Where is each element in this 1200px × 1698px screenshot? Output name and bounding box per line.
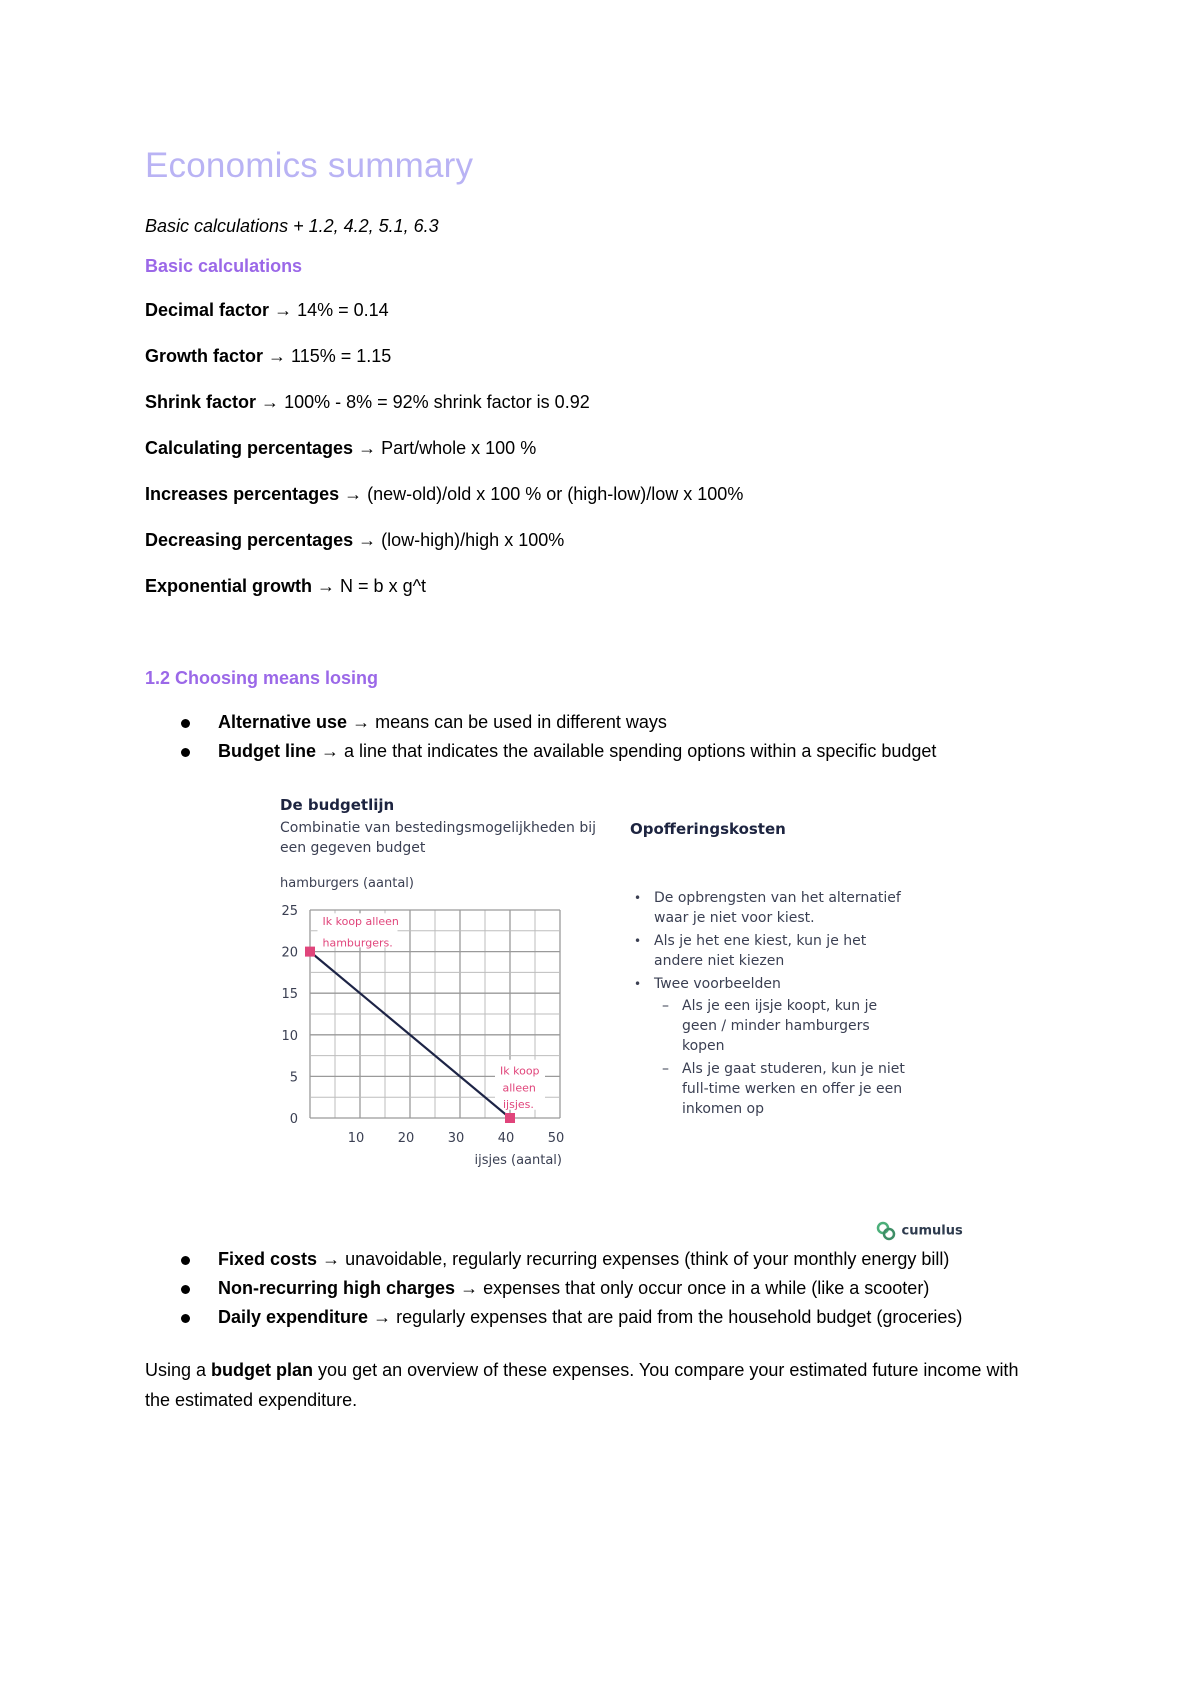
slide-sub-bullet: – Als je een ijsje koopt, kun je geen / minder hamburgers kopen xyxy=(654,996,912,1056)
cumulus-logo-icon xyxy=(875,1220,897,1242)
bullet-icon xyxy=(181,1256,190,1265)
page-title: Economics summary xyxy=(145,146,474,185)
bullet-term: Non-recurring high charges xyxy=(218,1278,456,1298)
bullet-icon xyxy=(181,719,190,728)
bullet-text: means can be used in different ways xyxy=(375,712,667,732)
para-bold: budget plan xyxy=(211,1360,314,1380)
page-subtitle: Basic calculations + 1.2, 4.2, 5.1, 6.3 xyxy=(145,216,439,236)
arrow-icon: → xyxy=(261,392,280,412)
arrow-icon: → xyxy=(373,1307,392,1327)
basic-item xyxy=(145,300,389,321)
annotation-ijsjes: ijsjes. xyxy=(503,1098,534,1112)
arrow-icon: → xyxy=(358,438,377,458)
y-tick-label: 10 xyxy=(281,1028,298,1044)
x-tick-label: 50 xyxy=(547,1131,565,1146)
y-tick-label: 15 xyxy=(281,987,298,1003)
basic-term: Growth factor xyxy=(145,346,264,366)
slide-title: De budgetlijn xyxy=(280,796,395,814)
budget-line-slide xyxy=(270,780,990,1240)
bullet-icon xyxy=(181,1285,190,1294)
annotation-ijsjes: Ik koop xyxy=(500,1064,540,1078)
bullet-icon xyxy=(181,1314,190,1323)
basic-text: N = b x g^t xyxy=(340,576,427,596)
para-text: you get an overview of these expenses. You compare your estimated future income with the estimated expenditure. xyxy=(145,1360,1019,1410)
basic-text: (low-high)/high x 100% xyxy=(381,530,565,550)
para-text: Using a xyxy=(145,1360,212,1380)
budget-plan-paragraph xyxy=(145,1355,1045,1415)
arrow-icon: → xyxy=(317,576,336,596)
slide-bullet xyxy=(632,974,912,1119)
cumulus-logo xyxy=(875,1220,963,1242)
budget-line-point xyxy=(305,947,315,957)
bullet-term: Alternative use xyxy=(218,712,348,732)
basic-term: Decimal factor xyxy=(145,300,270,320)
basic-term: Increases percentages xyxy=(145,484,340,504)
arrow-icon: → xyxy=(460,1278,479,1298)
slide-right-title: Opofferingskosten xyxy=(630,820,786,838)
x-tick-label: 10 xyxy=(347,1131,365,1146)
budget-line-chart xyxy=(270,890,590,1190)
heading-basic-calculations: Basic calculations xyxy=(145,256,303,276)
bullet-term: Budget line xyxy=(218,741,316,761)
slide-bullet-text: Twee voorbeelden xyxy=(654,976,781,992)
basic-text: 115% = 1.15 xyxy=(291,346,392,366)
cumulus-logo-text: cumulus xyxy=(901,1223,963,1239)
basic-term: Exponential growth xyxy=(145,576,313,596)
basic-item xyxy=(145,530,564,551)
heading-section-1-2: 1.2 Choosing means losing xyxy=(145,668,379,688)
basic-text: 14% = 0.14 xyxy=(297,300,389,320)
basic-term: Shrink factor xyxy=(145,392,257,412)
slide-bullet: • De opbrengsten van het alternatief waar je niet voor kiest. xyxy=(632,888,912,928)
slide-sub-list xyxy=(654,996,912,1119)
bullet-text: unavoidable, regularly recurring expenses (think of your monthly energy bill) xyxy=(345,1249,950,1269)
slide-bullet: • Als je het ene kiest, kun je het andere niet kiezen xyxy=(632,931,912,971)
basic-item xyxy=(145,438,536,459)
bullet-text: expenses that only occur once in a while (like a scooter) xyxy=(483,1278,930,1298)
y-tick-label: 20 xyxy=(281,945,298,961)
budget-line-point xyxy=(505,1113,515,1123)
y-axis-label: hamburgers (aantal) xyxy=(280,876,414,891)
bullet-term: Daily expenditure xyxy=(218,1307,369,1327)
basic-term: Calculating percentages xyxy=(145,438,354,458)
arrow-icon: → xyxy=(321,741,340,761)
arrow-icon: → xyxy=(358,530,377,550)
arrow-icon: → xyxy=(322,1249,341,1269)
basic-item xyxy=(145,392,590,413)
y-tick-label: 5 xyxy=(289,1070,298,1086)
arrow-icon: → xyxy=(352,712,371,732)
bullet-text: regularly expenses that are paid from the household budget (groceries) xyxy=(396,1307,963,1327)
annotation-hamburgers: Ik koop alleen xyxy=(322,914,399,928)
slide-subtitle: Combinatie van bestedingsmogelijkheden bij een gegeven budget xyxy=(280,820,597,856)
x-tick-label: 20 xyxy=(397,1131,415,1146)
basic-term: Decreasing percentages xyxy=(145,530,354,550)
bullet-term: Fixed costs xyxy=(218,1249,318,1269)
x-axis-label: ijsjes (aantal) xyxy=(474,1153,562,1168)
arrow-icon: → xyxy=(344,484,363,504)
basic-text: (new-old)/old x 100 % or (high-low)/low x 100% xyxy=(367,484,744,504)
basic-item xyxy=(145,346,391,367)
annotation-ijsjes: alleen xyxy=(502,1081,536,1095)
y-tick-label: 25 xyxy=(281,904,298,919)
bullet-icon xyxy=(181,748,190,757)
slide-sub-bullet: – Als je gaat studeren, kun je niet full-time werken en offer je een inkomen op xyxy=(654,1059,912,1119)
arrow-icon: → xyxy=(268,346,287,366)
basic-item xyxy=(145,576,426,597)
basic-text: Part/whole x 100 % xyxy=(381,438,537,458)
x-tick-label: 40 xyxy=(497,1131,515,1146)
x-tick-label: 30 xyxy=(447,1131,465,1146)
y-tick-label: 0 xyxy=(289,1112,298,1127)
basic-text: 100% - 8% = 92% shrink factor is 0.92 xyxy=(284,392,590,412)
arrow-icon: → xyxy=(274,300,293,320)
annotation-hamburgers: hamburgers. xyxy=(322,936,393,950)
slide-bullet-list xyxy=(632,888,912,1122)
bullet-text: a line that indicates the available spending options within a specific budget xyxy=(344,741,937,761)
basic-item xyxy=(145,484,743,505)
